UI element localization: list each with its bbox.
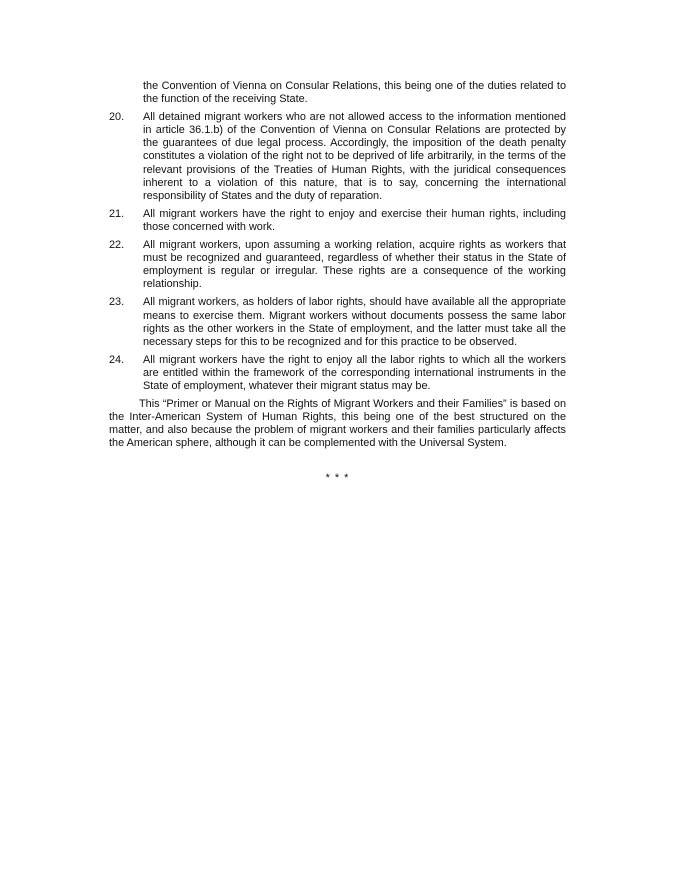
document-body	[109, 80, 566, 486]
list-item-20	[109, 111, 566, 203]
list-item-22	[109, 239, 566, 291]
item-text: All migrant workers, upon assuming a working relation, acquire rights as workers that must be recognized and guaranteed, regardless of whether their status in the State of employment is regular or irregular. These rights are a consequence of the working relationship.	[143, 239, 566, 291]
section-separator: * * *	[325, 472, 350, 485]
list-item-24	[109, 354, 566, 393]
item-text: All detained migrant workers who are not allowed access to the information mentioned in article 36.1.b) of the Convention of Vienna on Consular Relations are protected by the guarantees of due legal process. Accordingly, the imposition of the death penalty constitutes a violation of the right not to be deprived of life arbitrarily, in the terms of the relevant provisions of the Treaties of Human Rights, with the juridical consequences inherent to a violation of this nature, that is to say, concerning the international responsibility of States and the duty of reparation.	[143, 111, 566, 202]
item-number: 22.	[109, 239, 125, 252]
item-text: All migrant workers have the right to enjoy and exercise their human rights, including those concerned with work.	[143, 207, 566, 233]
list-item-23	[109, 296, 566, 348]
item-number: 20.	[109, 111, 125, 124]
item-number: 23.	[109, 296, 125, 309]
item-text: All migrant workers have the right to enjoy all the labor rights to which all the workers are entitled within the framework of the corresponding international instruments in the State of employment, whatever their migrant status may be.	[143, 353, 566, 392]
item-text: All migrant workers, as holders of labor rights, should have available all the appropriate means to exercise them. Migrant workers without documents possess the same labor rights as the other workers in the State of employment, and the latter must take all the necessary steps for this to be recognized and for this practice to be observed.	[143, 296, 566, 348]
closing-paragraph: This “Primer or Manual on the Rights of Migrant Workers and their Families” is based on the Inter-American System of Human Rights, this being one of the best structured on the matter, and also because the problem of migrant workers and their families particularly affects the American sphere, although it can be complemented with the Universal System.	[109, 398, 566, 450]
item-number: 21.	[109, 207, 125, 220]
item-number: 24.	[109, 353, 125, 366]
continuation-paragraph: the Convention of Vienna on Consular Relations, this being one of the duties related to the function of the receiving State.	[143, 80, 566, 106]
list-item-21	[109, 208, 566, 234]
